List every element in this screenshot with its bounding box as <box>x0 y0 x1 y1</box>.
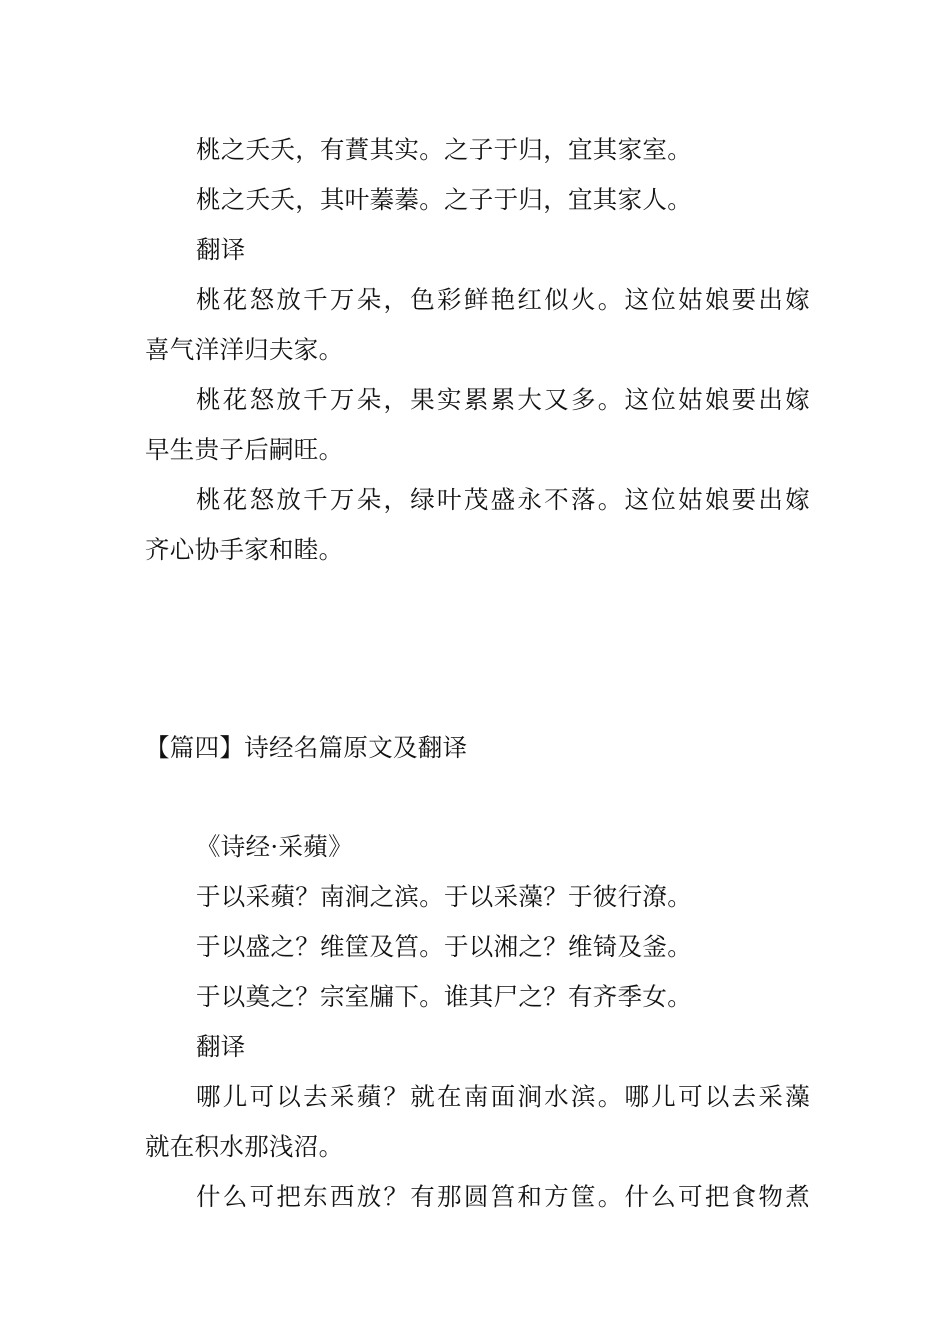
paragraph-line: 桃花怒放千万朵，绿叶茂盛永不落。这位姑娘要出嫁 <box>196 485 810 514</box>
paragraph-line: 什么可把东西放？有那圆筥和方筐。什么可把食物煮 <box>196 1182 810 1211</box>
poem-line: 桃之夭夭，其叶蓁蓁。之子于归，宜其家人。 <box>196 185 692 214</box>
paragraph-line: 早生贵子后嗣旺。 <box>145 435 344 464</box>
translation-label: 翻译 <box>196 235 246 264</box>
paragraph-line: 齐心协手家和睦。 <box>145 535 344 564</box>
translation-label: 翻译 <box>196 1032 246 1061</box>
poem-line: 于以采蘋？南涧之滨。于以采藻？于彼行潦。 <box>196 882 692 911</box>
section-heading: 【篇四】诗经名篇原文及翻译 <box>145 733 468 762</box>
paragraph-line: 喜气洋洋归夫家。 <box>145 335 344 364</box>
poem-line: 于以盛之？维筐及筥。于以湘之？维锜及釜。 <box>196 932 692 961</box>
paragraph-line: 就在积水那浅沼。 <box>145 1132 344 1161</box>
paragraph-line: 桃花怒放千万朵，色彩鲜艳红似火。这位姑娘要出嫁 <box>196 285 810 314</box>
paragraph-line: 桃花怒放千万朵，果实累累大又多。这位姑娘要出嫁 <box>196 385 810 414</box>
poem-title: 《诗经·采蘋》 <box>196 832 353 861</box>
poem-line: 于以奠之？宗室牖下。谁其尸之？有齐季女。 <box>196 982 692 1011</box>
poem-line: 桃之夭夭，有蕡其实。之子于归，宜其家室。 <box>196 135 692 164</box>
paragraph-line: 哪儿可以去采蘋？就在南面涧水滨。哪儿可以去采藻 <box>196 1082 810 1111</box>
